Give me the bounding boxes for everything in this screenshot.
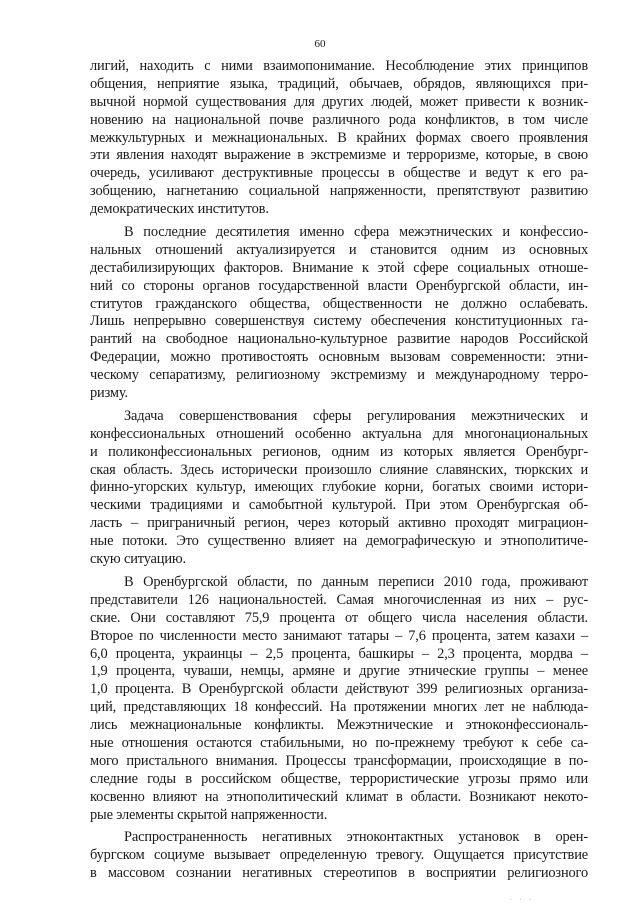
text-line: зобщению, нагнетанию социальной напряженности, препятствуют развитию [90, 183, 588, 200]
text-line: финно-угорских культур, имеющих глубокие корни, богатых своими истори- [90, 479, 588, 496]
text-line: лись межнациональные конфликты. Межэтнические и этноконфессиональ- [90, 717, 588, 734]
paragraph [90, 829, 588, 883]
text-line: конфессиональных отношений особенно актуальна для многонациональных [90, 425, 588, 442]
text-line: следние годы в российском обществе, террористические угрозы прямо или [90, 770, 588, 787]
text-line: ные отношения остаются стабильными, но по-прежнему требуют к себе са- [90, 734, 588, 751]
text-line: косвенно влияют на этнополитический климат в области. Возникают некото- [90, 788, 588, 805]
text-line: нальных отношений актуализируется и становится одним из основных [90, 241, 588, 258]
text-line: лигий, находить с ними взаимопонимание. Несоблюдение этих принципов [90, 58, 588, 74]
text-line: вычной нормой существования для других людей, может привести к возник- [90, 93, 588, 110]
text-line: 1,0 процента. В Оренбургской области действуют 399 религиозных организа- [90, 681, 588, 698]
text-line: общения, неприятие языка, традиций, обычаев, обрядов, являющихся при- [90, 75, 588, 92]
text-line: Лишь непрерывно совершенствуя систему обеспечения конституционных га- [90, 313, 588, 330]
text-line: рые элементы скрытой напряженности. [90, 806, 328, 823]
text-line: рантий на свободное национально-культурное развитие народов Российской [90, 331, 588, 348]
text-line: ческому сепаратизму, религиозному экстремизму и международному терро- [90, 367, 588, 384]
scan-artifact: · · · [510, 897, 534, 903]
text-line: бургском социуме вызывает определенную тревогу. Ощущается присутствие [90, 847, 588, 864]
text-line: новению на национальной почве различного рода конфликтов, в том числе [90, 111, 588, 128]
text-line: ний со стороны органов государственной власти Оренбургской области, ин- [90, 277, 588, 294]
text-line: демократических институтов. [90, 201, 269, 218]
text-line: ская область. Здесь исторически произошло слияние славянских, тюркских и [90, 461, 588, 478]
text-line: Распространенность негативных этноконтактных установок в орен- [124, 829, 588, 846]
text-line: и поликонфессиональных регионов, одним из которых является Оренбург- [90, 443, 588, 460]
text-line: ститутов гражданского общества, общественности не должно ослабевать. [90, 295, 588, 312]
text-line: ные потоки. Это существенно влияет на демографическую и этнополитиче- [90, 533, 588, 550]
text-line: Федерации, можно противостоять основным вызовам современности: этни- [90, 349, 588, 366]
text-line: ласть – приграничный регион, через который активно проходят миграцион- [90, 515, 588, 532]
text-line: В Оренбургской области, по данным переписи 2010 года, проживают [124, 573, 588, 590]
text-line: мого пристального внимания. Процессы трансформации, происходящие в по- [90, 752, 588, 769]
text-line: Задача совершенствования сферы регулирования межэтнических и [124, 407, 588, 424]
paragraph [90, 58, 588, 219]
paragraph [90, 408, 588, 569]
text-line: В последние десятилетия именно сфера межэтнических и конфессио- [124, 224, 588, 241]
text-line: 6,0 процента, украинцы – 2,5 процента, башкиры – 2,3 процента, мордва – [90, 645, 588, 662]
body-text [90, 58, 588, 883]
text-line: дестабилизирующих факторов. Внимание к этой сфере социальных отноше- [90, 259, 588, 276]
text-line: ризму. [90, 385, 128, 402]
text-line: ские. Они составляют 75,9 процента от общего числа населения области. [90, 609, 588, 626]
paragraph [90, 574, 588, 824]
text-line: очередь, усиливают деструктивные процессы в обществе и ведут к его ра- [90, 165, 588, 182]
text-line: ций, представляющих 18 конфессий. На протяжении многих лет не наблюда- [90, 699, 588, 716]
paragraph [90, 224, 588, 403]
text-line: скую ситуацию. [90, 551, 186, 568]
text-line: ческими традициями и самобытной культурой. При этом Оренбургская об- [90, 497, 588, 514]
text-line: межкультурных и межнациональных. В крайних формах своего проявления [90, 129, 588, 146]
text-line: Второе по численности место занимают татары – 7,6 процента, затем казахи – [90, 627, 588, 644]
text-line: в массовом сознании негативных стереотипов в восприятии религиозного [90, 865, 588, 882]
text-line: эти явления находят выражение в экстремизме и терроризме, которые, в свою [90, 147, 588, 164]
text-line: 1,9 процента, чуваши, немцы, армяне и другие этнические группы – менее [90, 663, 588, 680]
page-number: 60 [314, 38, 326, 50]
text-line: представители 126 национальностей. Самая многочисленная из них – рус- [90, 591, 588, 608]
